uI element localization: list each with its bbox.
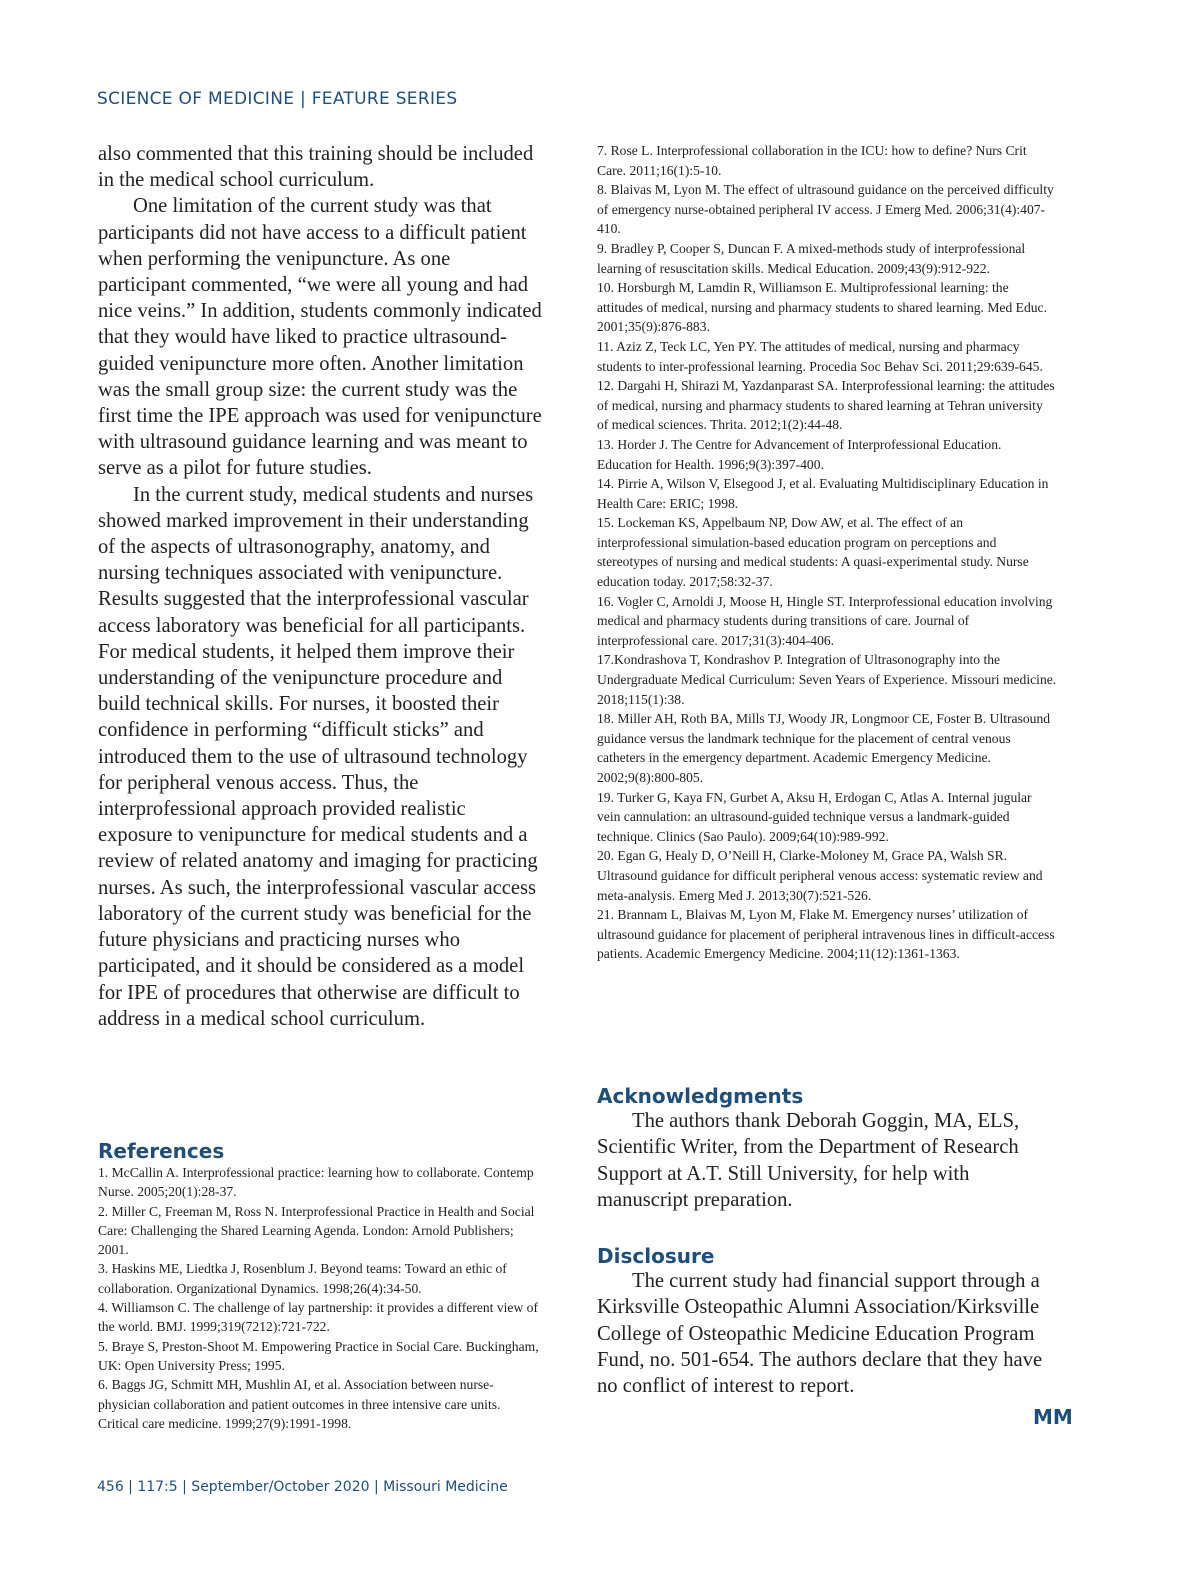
disclosure-heading: Disclosure xyxy=(597,1244,715,1268)
reference-item: 14. Pirrie A, Wilson V, Elsegood J, et al. Evaluating Multidisciplinary Education in Health Care: ERIC; 1998. xyxy=(597,476,1049,511)
reference-item: 3. Haskins ME, Liedtka J, Rosenblum J. Beyond teams: Toward an ethic of collaboration. Organizational Dynamics. 1998;26(4):34-50. xyxy=(98,1261,507,1296)
reference-item: 18. Miller AH, Roth BA, Mills TJ, Woody JR, Longmoor CE, Foster B. Ultrasound guidance versus the landmark technique for the placement of central venous catheters in the emergency department. Academic Emergency Medicine. 2002;9(8):800-805. xyxy=(597,711,1051,785)
reference-item: 11. Aziz Z, Teck LC, Yen PY. The attitudes of medical, nursing and pharmacy students to inter-professional learning. Procedia Soc Behav Sci. 2011;29:639-645. xyxy=(597,338,1043,374)
reference-item: 5. Braye S, Preston-Shoot M. Empowering Practice in Social Care. Buckingham, UK: Open University Press; 1995. xyxy=(98,1338,539,1373)
reference-item: 17.Kondrashova T, Kondrashov P. Integration of Ultrasonography into the Undergraduate Medical Curriculum: Seven Years of Experience. Missouri medicine. 2018;115(1):38. xyxy=(597,652,1057,707)
body-text-column xyxy=(98,141,543,1032)
acknowledgments-text: The authors thank Deborah Goggin, MA, ELS, Scientific Writer, from the Department of Research Support at A.T. Still University, for help with manuscript preparation. xyxy=(597,1110,1020,1211)
references-section xyxy=(98,1139,543,1433)
reference-item: 15. Lockeman KS, Appelbaum NP, Dow AW, et al. The effect of an interprofessional simulation-based education program on perceptions and stereotypes of nursing and medical students: A quasi-experimental study. Nurse education today. 2017;58:32-37. xyxy=(597,515,1029,590)
reference-item: 16. Vogler C, Arnoldi J, Moose H, Hingle ST. Interprofessional education involving medical and pharmacy students during transitions of care. Journal of interprofessional care. 2017;31(3):404-406. xyxy=(597,593,1053,648)
reference-item: 9. Bradley P, Cooper S, Duncan F. A mixed-methods study of interprofessional learning of resuscitation skills. Medical Education. 2009;43(9):912-922. xyxy=(597,240,1026,276)
reference-item: 6. Baggs JG, Schmitt MH, Mushlin AI, et al. Association between nurse-physician collaboration and patient outcomes in three intensive care units. Critical care medicine. 1999;27(9):1991-1998. xyxy=(98,1377,501,1431)
reference-item: 10. Horsburgh M, Lamdin R, Williamson E. Multiprofessional learning: the attitudes of medical, nursing and pharmacy students to shared learning. Med Educ. 2001;35(9):876-883. xyxy=(597,280,1047,335)
reference-item: 21. Brannam L, Blaivas M, Lyon M, Flake M. Emergency nurses’ utilization of ultrasound guidance for placement of peripheral intravenous lines in difficult-access patients. Academic Emergency Medicine. 2004;11(12):1361-1363. xyxy=(597,907,1055,962)
body-paragraph: also commented that this training should be included in the medical school curriculum. xyxy=(98,143,534,192)
running-header: SCIENCE OF MEDICINE | FEATURE SERIES xyxy=(97,89,458,109)
references-heading: References xyxy=(98,1139,225,1163)
acknowledgments-heading: Acknowledgments xyxy=(597,1084,804,1108)
acknowledgments-section xyxy=(597,1084,1057,1213)
reference-item: 8. Blaivas M, Lyon M. The effect of ultrasound guidance on the perceived difficulty of emergency nurse-obtained peripheral IV access. J Emerg Med. 2006;31(4):407-410. xyxy=(597,182,1054,237)
reference-item: 12. Dargahi H, Shirazi M, Yazdanparast SA. Interprofessional learning: the attitudes of medical, nursing and pharmacy students to shared learning at Tehran university of medical sciences. Thrita. 2012;1(2):44-48. xyxy=(597,378,1055,433)
reference-item: 2. Miller C, Freeman M, Ross N. Interprofessional Practice in Health and Social Care: Challenging the Shared Learning Agenda. London: Arnold Publishers; 2001. xyxy=(98,1203,535,1258)
page-footer: 456 | 117:5 | September/October 2020 | Missouri Medicine xyxy=(97,1479,508,1495)
reference-item: 20. Egan G, Healy D, O’Neill H, Clarke-Moloney M, Grace PA, Walsh SR. Ultrasound guidance for difficult peripheral venous access: systematic review and meta-analysis. Emerg Med J. 2013;30(7):521-526. xyxy=(597,848,1043,903)
body-paragraph: In the current study, medical students and nurses showed marked improvement in their understanding of the aspects of ultrasonography, anatomy, and nursing techniques associated with venipuncture. Results suggested that the interprofessional vascular access laboratory was beneficial for all participants. For medical students, it helped them improve their understanding of the venipuncture procedure and build technical skills. For nurses, it boosted their confidence in performing “difficult sticks” and introduced them to the use of ultrasound technology for peripheral venous access. Thus, the interprofessional approach provided realistic exposure to venipuncture for medical students and a review of related anatomy and imaging for practicing nurses. As such, the interprofessional vascular access laboratory of the current study was beneficial for the future physicians and practicing nurses who participated, and it should be considered as a model for IPE of procedures that otherwise are difficult to address in a medical school curriculum. xyxy=(98,483,538,1030)
reference-item: 1. McCallin A. Interprofessional practice: learning how to collaborate. Contemp Nurse. 2005;20(1):28-37. xyxy=(98,1165,534,1200)
reference-item: 7. Rose L. Interprofessional collaboration in the ICU: how to define? Nurs Crit Care. 2011;16(1):5-10. xyxy=(597,143,1027,178)
disclosure-section xyxy=(597,1244,1057,1399)
disclosure-text: The current study had financial support through a Kirksville Osteopathic Alumni Association/Kirksville College of Osteopathic Medicine Education Program Fund, no. 501-654. The authors declare that they have no conflict of interest to report. xyxy=(597,1270,1043,1398)
body-paragraph: One limitation of the current study was that participants did not have access to a difficult patient when performing the venipuncture. As one participant commented, “we were all young and had nice veins.” In addition, students commonly indicated that they would have liked to practice ultrasound-guided venipuncture more often. Another limitation was the small group size: the current study was the first time the IPE approach was used for venipuncture with ultrasound guidance learning and was meant to serve as a pilot for future studies. xyxy=(98,195,542,480)
reference-item: 19. Turker G, Kaya FN, Gurbet A, Aksu H, Erdogan C, Atlas A. Internal jugular vein cannulation: an ultrasound-guided technique versus a landmark-guided technique. Clinics (Sao Paulo). 2009;64(10):989-992. xyxy=(597,789,1032,844)
references-continued xyxy=(597,141,1057,964)
reference-item: 13. Horder J. The Centre for Advancement of Interprofessional Education. Education for Health. 1996;9(3):397-400. xyxy=(597,436,1002,472)
end-of-article-mark: MM xyxy=(1033,1405,1073,1429)
reference-item: 4. Williamson C. The challenge of lay partnership: it provides a different view of the world. BMJ. 1999;319(7212):721-722. xyxy=(98,1300,539,1335)
